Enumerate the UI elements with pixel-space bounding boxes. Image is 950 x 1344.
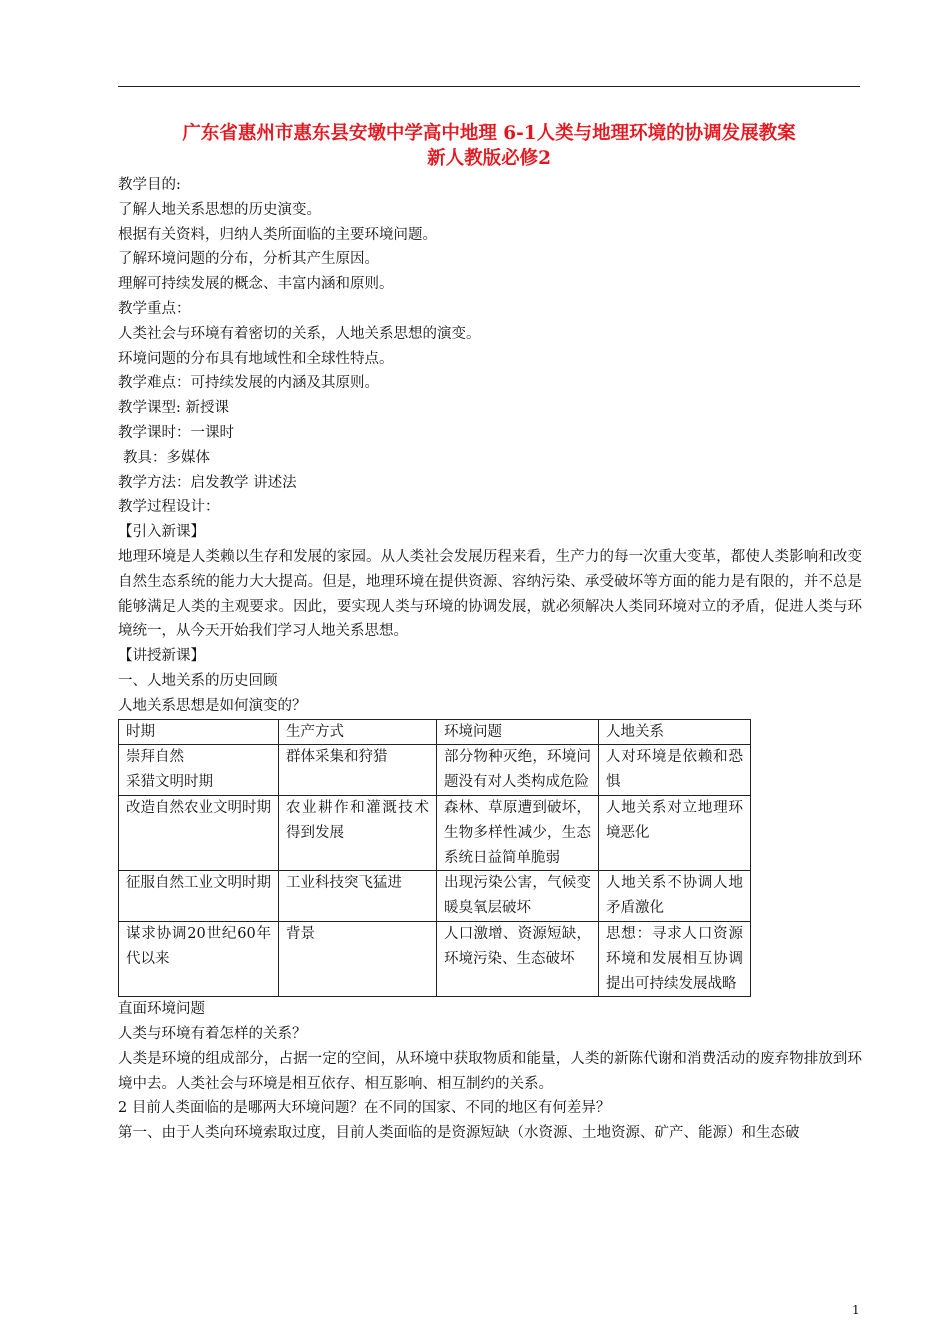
paragraph: 2 目前人类面临的是哪两大环境问题？在不同的国家、不同的地区有何差异？ bbox=[118, 1100, 611, 1117]
section-heading: 【引入新课】 bbox=[118, 524, 205, 541]
table-header-row bbox=[119, 719, 751, 745]
paragraph: 第一、由于人类向环境索取过度，目前人类面临的是资源短缺（水资源、土地资源、矿产、能源）和生态破 bbox=[118, 1125, 800, 1142]
paragraph: 了解人地关系思想的历史演变。 bbox=[118, 201, 321, 218]
paragraph: 环境问题的分布具有地域性和全球性特点。 bbox=[118, 350, 394, 367]
table-cell: 人地关系对立地理环境恶化 bbox=[599, 795, 751, 870]
paragraph: 教学目的: bbox=[118, 177, 181, 193]
paragraph: 人类与环境有着怎样的关系？ bbox=[118, 1026, 307, 1043]
intro-paragraph: 地理环境是人类赖以生存和发展的家园。从人类社会发展历程来看，生产力的每一次重大变革，都使人类影响和改变自然生态系统的能力大大提高。但是，地理环境在提供资源、容纳污染、承受破坏等方面的能力是有限的，并不总是能够满足人类的主观要求。因此，要实现人类与环境的协调发展，就必须解决人类同环境对立的矛盾，促进人类与环境统一，从今天开始我们学习人地关系思想。 bbox=[118, 548, 862, 640]
table-row bbox=[119, 921, 751, 996]
table-cell: 出现污染公害，气候变暖臭氧层破坏 bbox=[437, 871, 599, 922]
table-cell: 背景 bbox=[279, 921, 437, 996]
table-cell: 人口激增、资源短缺，环境污染、生态破坏 bbox=[437, 921, 599, 996]
header-rule bbox=[118, 86, 860, 87]
table-row bbox=[119, 745, 751, 796]
table-row bbox=[119, 871, 751, 922]
relation-paragraph: 人类是环境的组成部分，占据一定的空间，从环境中获取物质和能量，人类的新陈代谢和消费活动的废弃物排放到环境中去。人类社会与环境是相互依存、相互影响、相互制约的关系。 bbox=[118, 1050, 862, 1092]
table-header-cell: 生产方式 bbox=[279, 719, 437, 745]
table-cell: 征服自然工业文明时期 bbox=[119, 871, 279, 922]
paragraph: 教学重点： bbox=[118, 300, 191, 317]
table-cell: 思想：寻求人口资源环境和发展相互协调提出可持续发展战略 bbox=[599, 921, 751, 996]
paragraph: 教具：多媒体 bbox=[123, 449, 210, 466]
section-heading: 【讲授新课】 bbox=[118, 648, 205, 665]
paragraph: 理解可持续发展的概念、丰富内涵和原则。 bbox=[118, 276, 394, 293]
paragraph: 根据有关资料，归纳人类所面临的主要环境问题。 bbox=[118, 226, 437, 243]
title-line-1: 广东省惠州市惠东县安墩中学高中地理 6-1人类与地理环境的协调发展教案 bbox=[182, 123, 796, 144]
table-cell: 部分物种灭绝，环境问题没有对人类构成危险 bbox=[437, 745, 599, 796]
paragraph: 直面环境问题 bbox=[118, 1001, 205, 1018]
paragraph: 教学课型: 新授课 bbox=[118, 400, 229, 417]
paragraph: 教学方法：启发教学 讲述法 bbox=[118, 474, 297, 491]
table-row bbox=[119, 795, 751, 870]
table-cell: 群体采集和狩猎 bbox=[279, 745, 437, 796]
history-table bbox=[118, 719, 751, 998]
table-cell: 森林、草原遭到破坏，生物多样性减少，生态系统日益简单脆弱 bbox=[437, 795, 599, 870]
paragraph: 教学课时：一课时 bbox=[118, 424, 234, 441]
table-cell: 改造自然农业文明时期 bbox=[119, 795, 279, 870]
paragraph: 一、人地关系的历史回顾 bbox=[118, 672, 278, 689]
paragraph: 了解环境问题的分布，分析其产生原因。 bbox=[118, 251, 379, 268]
table-header-cell: 时期 bbox=[119, 719, 279, 745]
title-line-2: 新人教版必修2 bbox=[427, 148, 551, 169]
table-header-cell: 环境问题 bbox=[437, 719, 599, 745]
table-cell: 崇拜自然 采猎文明时期 bbox=[119, 745, 279, 796]
paragraph: 人类社会与环境有着密切的关系，人地关系思想的演变。 bbox=[118, 325, 481, 342]
table-cell: 农业耕作和灌溉技术得到发展 bbox=[279, 795, 437, 870]
paragraph: 教学难点：可持续发展的内涵及其原则。 bbox=[118, 375, 379, 392]
table-cell: 人对环境是依赖和恐惧 bbox=[599, 745, 751, 796]
page-number: 1 bbox=[852, 1303, 860, 1317]
document-body bbox=[118, 173, 862, 1146]
table-cell: 人地关系不协调人地矛盾激化 bbox=[599, 871, 751, 922]
table-cell: 谋求协调20世纪60年代以来 bbox=[119, 921, 279, 996]
table-cell: 工业科技突飞猛进 bbox=[279, 871, 437, 922]
paragraph: 教学过程设计： bbox=[118, 499, 220, 516]
table-header-cell: 人地关系 bbox=[599, 719, 751, 745]
paragraph: 人地关系思想是如何演变的？ bbox=[118, 697, 307, 714]
document-title bbox=[118, 121, 860, 171]
